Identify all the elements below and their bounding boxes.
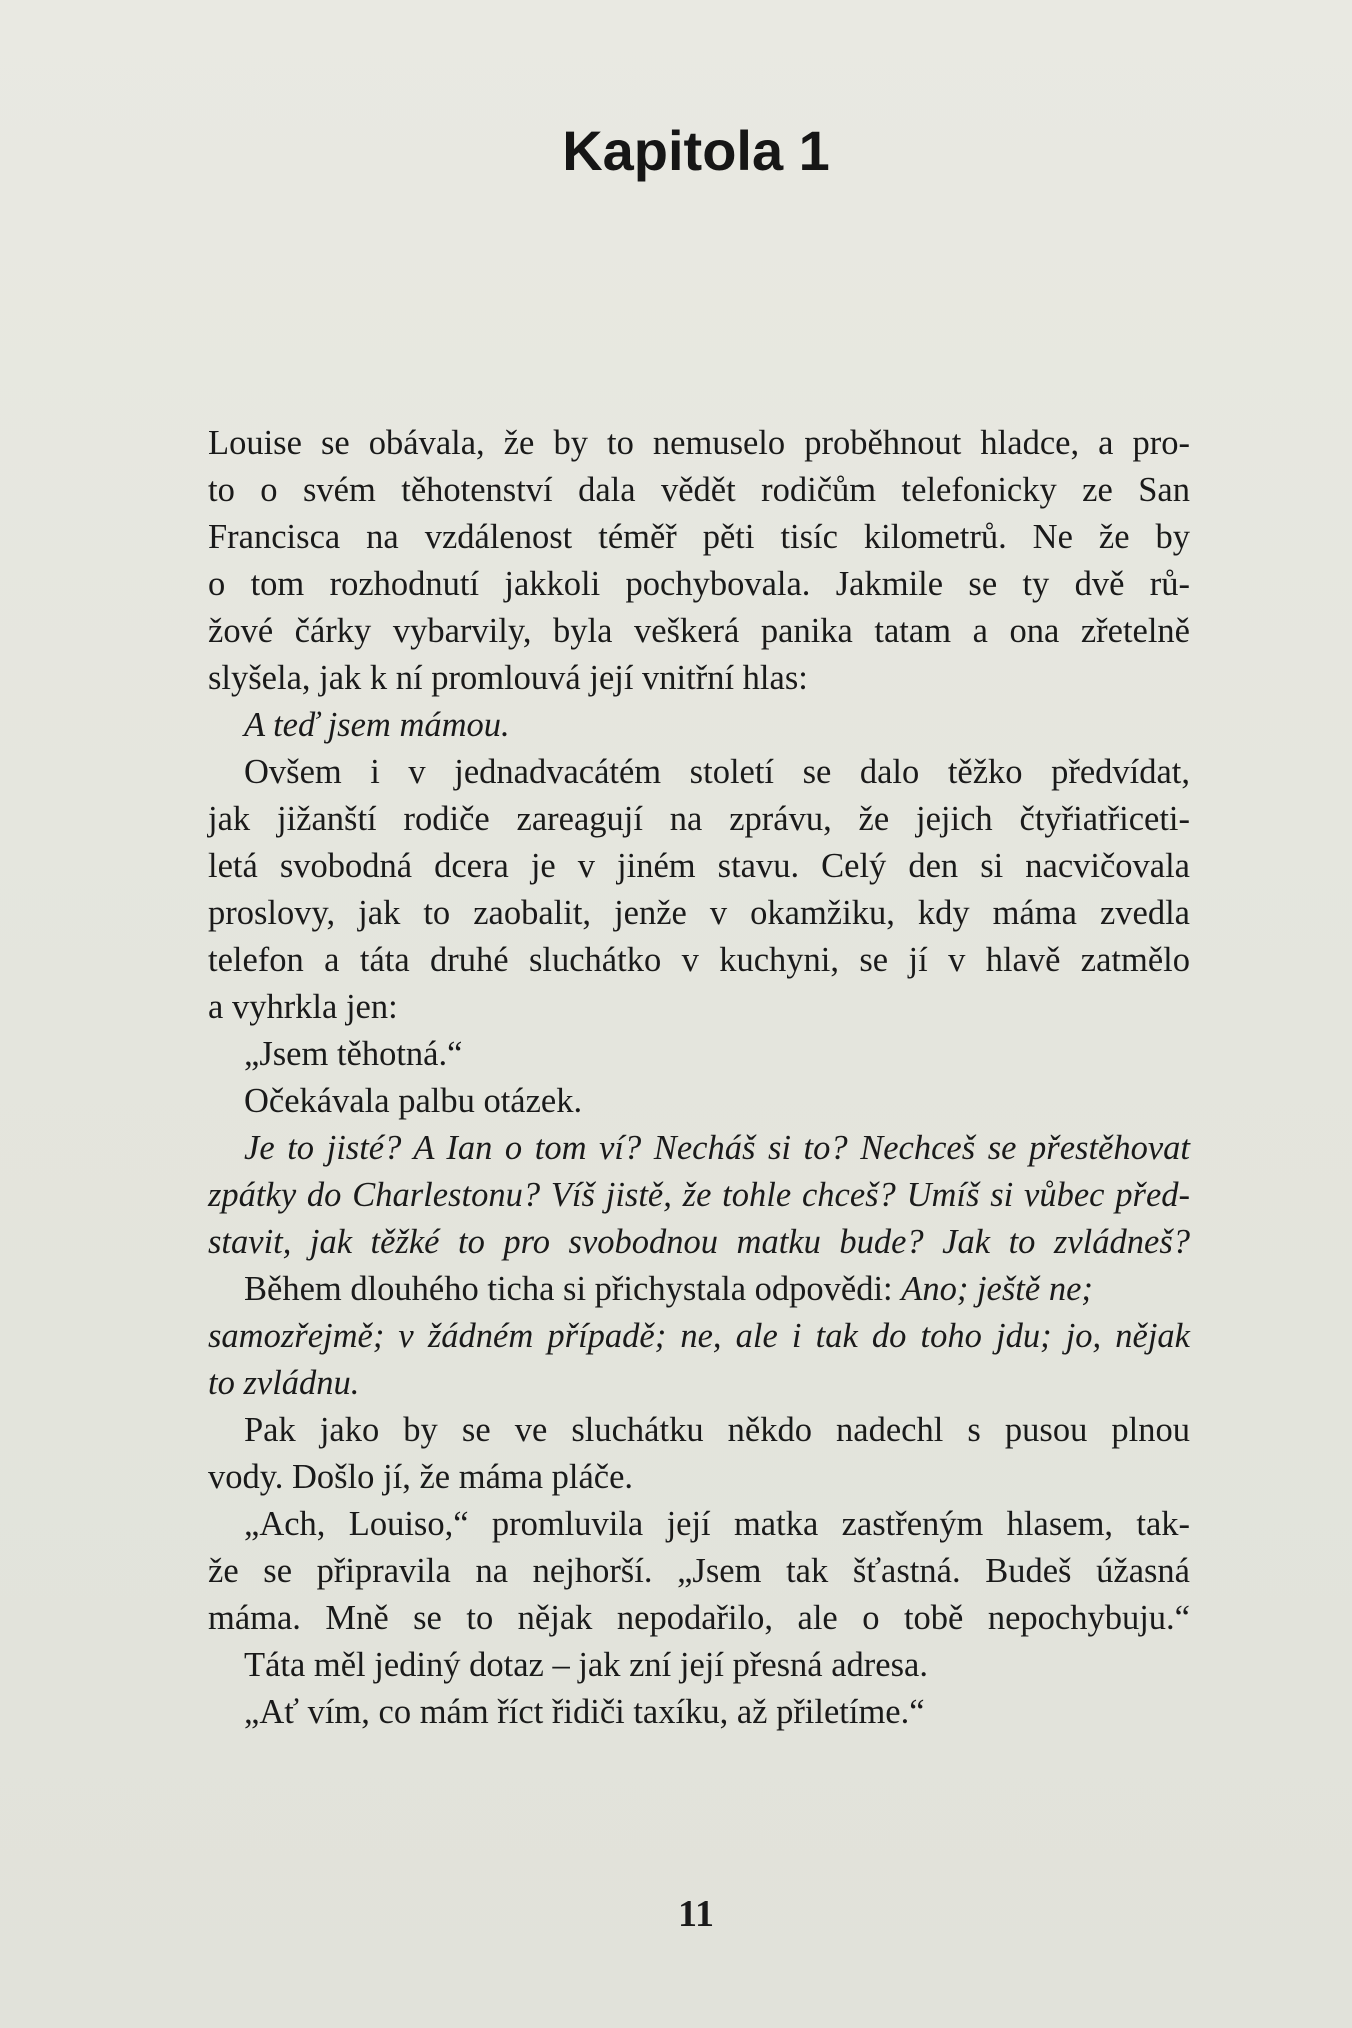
text-line: Táta měl jediný dotaz – jak zní její přesná adresa. bbox=[244, 1646, 928, 1684]
text-line: a vyhrkla jen: bbox=[208, 988, 398, 1026]
page-number: 11 bbox=[678, 1893, 714, 1935]
text-line: to o svém těhotenství dala vědět rodičům telefonicky ze San bbox=[208, 471, 1190, 509]
text-line: „Jsem těhotná.“ bbox=[244, 1035, 463, 1073]
text-line: samozřejmě; v žádném případě; ne, ale i tak do toho jdu; jo, nějak bbox=[208, 1317, 1190, 1355]
body-text bbox=[208, 420, 1190, 1736]
text-segment: Během dlouhého ticha si přichystala odpovědi: bbox=[244, 1270, 893, 1308]
text-line bbox=[208, 1266, 1190, 1313]
text-line: Očekávala palbu otázek. bbox=[244, 1082, 583, 1120]
text-line: telefon a táta druhé sluchátko v kuchyni, se jí v hlavě zatmělo bbox=[208, 941, 1190, 979]
text-line: Louise se obávala, že by to nemuselo proběhnout hladce, a pro- bbox=[208, 424, 1190, 462]
text-line: o tom rozhodnutí jakkoli pochybovala. Jakmile se ty dvě rů- bbox=[208, 565, 1190, 603]
text-line: Pak jako by se ve sluchátku někdo nadechl s pusou plnou bbox=[244, 1411, 1190, 1449]
text-line: „Ať vím, co mám říct řidiči taxíku, až přiletíme.“ bbox=[244, 1693, 925, 1731]
text-line: Ovšem i v jednadvacátém století se dalo těžko předvídat, bbox=[244, 753, 1190, 791]
text-line: Francisca na vzdálenost téměř pěti tisíc kilometrů. Ne že by bbox=[208, 518, 1190, 556]
text-line: Je to jisté? A Ian o tom ví? Necháš si to? Nechceš se přestěhovat bbox=[244, 1129, 1190, 1167]
text-line: proslovy, jak to zaobalit, jenže v okamžiku, kdy máma zvedla bbox=[208, 894, 1190, 932]
text-line: „Ach, Louiso,“ promluvila její matka zastřeným hlasem, tak- bbox=[244, 1505, 1190, 1543]
text-line: žové čárky vybarvily, byla veškerá panika tatam a ona zřetelně bbox=[208, 612, 1190, 650]
text-line: slyšela, jak k ní promlouvá její vnitřní hlas: bbox=[208, 659, 808, 697]
chapter-title: Kapitola 1 bbox=[562, 119, 830, 182]
text-line: že se připravila na nejhorší. „Jsem tak šťastná. Budeš úžasná bbox=[208, 1552, 1190, 1590]
text-line: stavit, jak těžké to pro svobodnou matku bude? Jak to zvládneš? bbox=[208, 1223, 1190, 1261]
text-line: máma. Mně se to nějak nepodařilo, ale o tobě nepochybuju.“ bbox=[208, 1599, 1190, 1637]
text-line: letá svobodná dcera je v jiném stavu. Celý den si nacvičovala bbox=[208, 847, 1190, 885]
text-line: A teď jsem mámou. bbox=[244, 706, 510, 744]
text-segment-italic: Ano; ještě ne; bbox=[901, 1270, 1093, 1308]
text-line: vody. Došlo jí, že máma pláče. bbox=[208, 1458, 634, 1496]
text-line: jak jižanští rodiče zareagují na zprávu, že jejich čtyřiatřiceti- bbox=[208, 800, 1190, 838]
text-line: to zvládnu. bbox=[208, 1364, 360, 1402]
text-line: zpátky do Charlestonu? Víš jistě, že tohle chceš? Umíš si vůbec před- bbox=[208, 1176, 1190, 1214]
